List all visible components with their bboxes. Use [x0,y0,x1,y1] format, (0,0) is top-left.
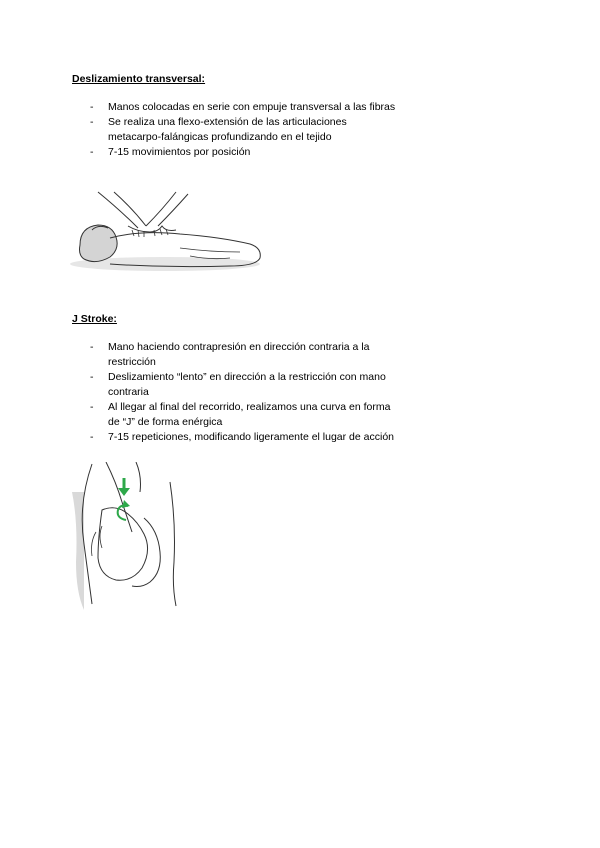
transverse-glide-illustration [70,190,265,275]
list-item: - 7-15 movimientos por posición [90,146,251,158]
list-item: - 7-15 repeticiones, modificando ligeramente el lugar de acción [90,431,395,443]
list-item: - Manos colocadas en serie con empuje transversal a las fibras [90,101,396,113]
list-item: - Al llegar al final del recorrido, realizamos una curva en forma de “J” de forma enérgica [90,401,391,428]
section-heading-j-stroke: J Stroke: [72,313,117,325]
bullet-list-deslizamiento [90,100,400,160]
list-item: - Se realiza una flexo-extensión de las articulaciones metacarpo-falángicas profundizando en el tejido [90,116,347,143]
list-item: - Mano haciendo contrapresión en dirección contraria a la restricción [90,341,370,368]
j-stroke-illustration [72,462,182,610]
bullet-list-j-stroke [90,340,400,445]
massage-back-image [70,190,265,275]
list-item: - Deslizamiento “lento” en dirección a la restricción con mano contraria [90,371,386,398]
j-stroke-back-image [72,462,182,610]
section-heading-deslizamiento: Deslizamiento transversal: [72,73,206,85]
